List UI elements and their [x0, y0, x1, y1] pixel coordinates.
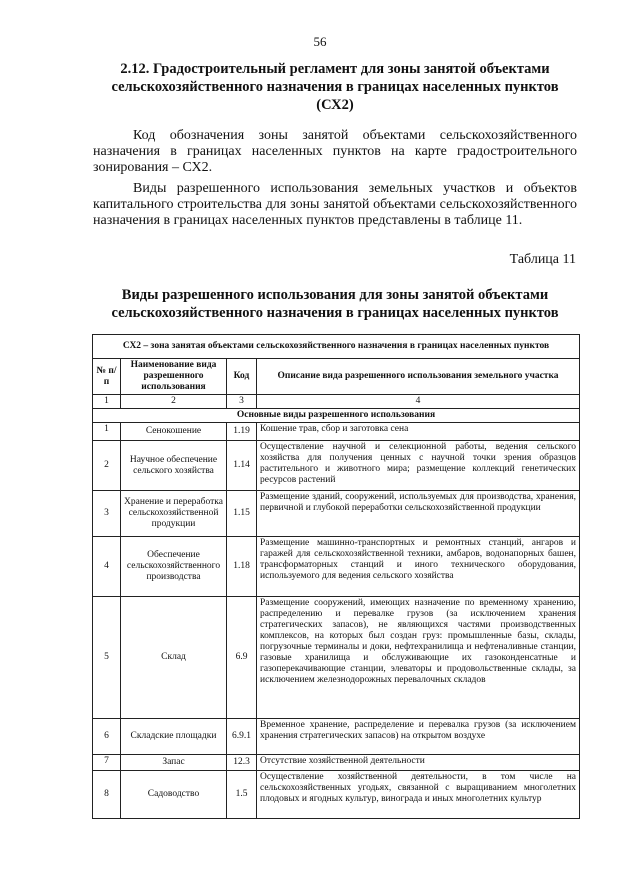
row-number: 8 [93, 771, 121, 819]
table-row [93, 423, 580, 441]
use-name: Склад [121, 597, 227, 719]
zone-title-row [93, 335, 580, 359]
use-code: 12.3 [227, 755, 257, 771]
row-number: 2 [93, 441, 121, 491]
use-code: 1.15 [227, 491, 257, 537]
table-heading: Виды разрешенного использования для зоны занятой объектами сельскохозяйственного назначения в границах населенных пунктов [111, 287, 559, 321]
use-description: Кошение трав, сбор и заготовка сена [257, 423, 580, 441]
use-name: Научное обеспечение сельского хозяйства [121, 441, 227, 491]
use-description: Осуществление научной и селекционной работы, ведения сельского хозяйства для получения ценных с научной точки зрения образцов растительного и животного мира; размещение коллекций генетических ресурсов растений [257, 441, 580, 491]
use-code: 1.14 [227, 441, 257, 491]
table-row [93, 537, 580, 597]
table-reference: Таблица 11 [509, 252, 576, 267]
use-name: Складские площадки [121, 719, 227, 755]
section-title-row [93, 409, 580, 423]
paragraph-zone-code: Код обозначения зоны занятой объектами сельскохозяйственного назначения в границах населенных пунктов на карте градостроительного зонирования – СХ2. [93, 128, 577, 175]
column-number: 1 [93, 395, 121, 409]
row-number: 1 [93, 423, 121, 441]
header-number: № п/п [93, 359, 121, 395]
header-description: Описание вида разрешенного использования земельного участка [257, 359, 580, 395]
use-name: Садоводство [121, 771, 227, 819]
use-code: 1.5 [227, 771, 257, 819]
row-number: 4 [93, 537, 121, 597]
page-number: 56 [313, 34, 327, 49]
column-number: 4 [257, 395, 580, 409]
use-name: Сенокошение [121, 423, 227, 441]
section-title: Основные виды разрешенного использования [93, 409, 580, 423]
row-number: 3 [93, 491, 121, 537]
table-row [93, 719, 580, 755]
column-number: 2 [121, 395, 227, 409]
zone-title: СХ2 – зона занятая объектами сельскохозяйственного назначения в границах населенных пунктов [93, 335, 580, 359]
use-name: Запас [121, 755, 227, 771]
use-description: Размещение сооружений, имеющих назначение по временному хранению, распределению и перевалке грузов (за исключением хранения стратегических запасов), не являющихся частями производственных комплексов, на которых был создан груз: промышленные базы, склады, погрузочные терминалы и доки, нефтехранилища и нефтеналивные станции, газовые хранилища и обслуживающие их газоконденсатные и газоперекачивающие станции, элеваторы и продовольственные склады, за исключением железнодорожных перевалочных складов [257, 597, 580, 719]
use-code: 1.19 [227, 423, 257, 441]
use-name: Обеспечение сельскохозяйственного производства [121, 537, 227, 597]
use-description: Размещение зданий, сооружений, используемых для производства, хранения, первичной и глубокой переработки сельскохозяйственной продукции [257, 491, 580, 537]
permitted-uses-table [92, 334, 580, 819]
use-code: 6.9.1 [227, 719, 257, 755]
column-number: 3 [227, 395, 257, 409]
row-number: 7 [93, 755, 121, 771]
paragraph-uses-intro: Виды разрешенного использования земельных участков и объектов капитального строительства для зоны занятой объектами сельскохозяйственного назначения в границах населенных пунктов представлены в таблице 11. [93, 181, 577, 228]
use-description: Размещение машинно-транспортных и ремонтных станций, ангаров и гаражей для сельскохозяйственной техники, амбаров, водонапорных башен, трансформаторных станций и иного технического оборудования, используемого для ведения сельского хозяйства [257, 537, 580, 597]
use-description: Осуществление хозяйственной деятельности, в том числе на сельскохозяйственных угодьях, связанной с выращиванием многолетних плодовых и ягодных культур, винограда и иных многолетних культур [257, 771, 580, 819]
table-row [93, 597, 580, 719]
table-row [93, 441, 580, 491]
use-name: Хранение и переработка сельскохозяйственной продукции [121, 491, 227, 537]
use-description: Отсутствие хозяйственной деятельности [257, 755, 580, 771]
use-code: 6.9 [227, 597, 257, 719]
use-description: Временное хранение, распределение и перевалка грузов (за исключением хранения стратегических запасов) на открытом воздухе [257, 719, 580, 755]
use-code: 1.18 [227, 537, 257, 597]
table-row [93, 755, 580, 771]
header-code: Код [227, 359, 257, 395]
header-name: Наименование вида разрешенного использования [121, 359, 227, 395]
section-heading: 2.12. Градостроительный регламент для зоны занятой объектами сельскохозяйственного назначения в границах населенных пунктов (СХ2) [111, 61, 559, 113]
row-number: 5 [93, 597, 121, 719]
row-number: 6 [93, 719, 121, 755]
header-row [93, 359, 580, 395]
column-number-row [93, 395, 580, 409]
table-row [93, 771, 580, 819]
table-row [93, 491, 580, 537]
